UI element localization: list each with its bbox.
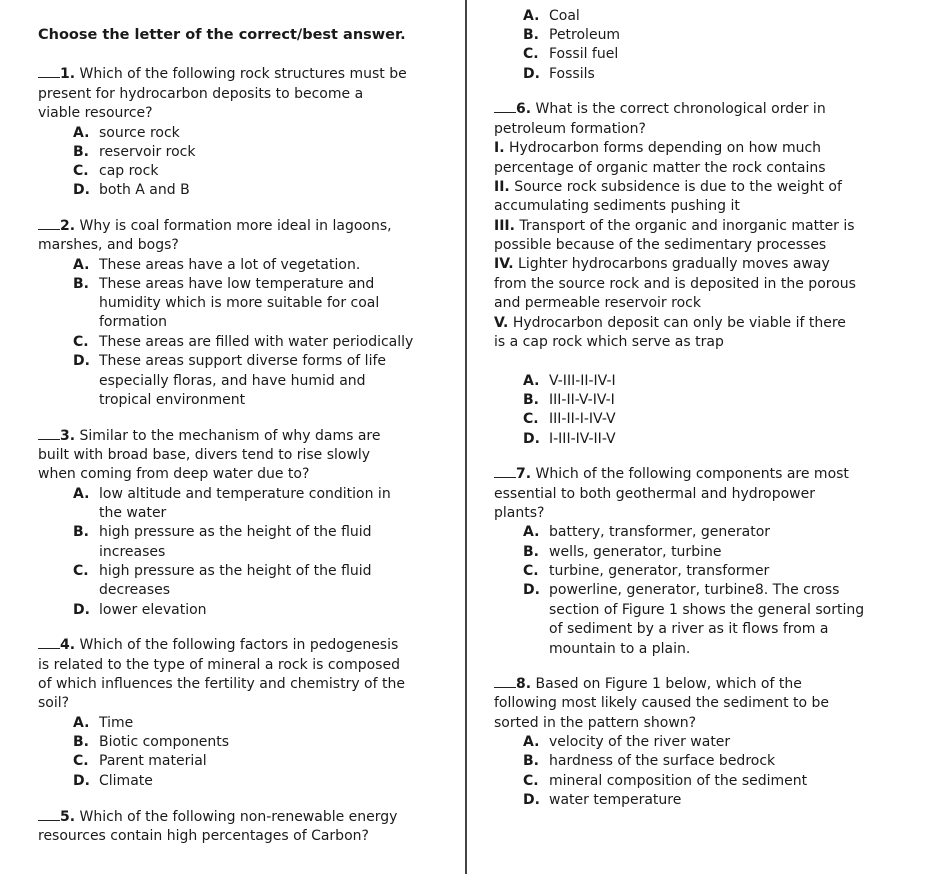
option-c[interactable]: C. high pressure as the height of the fluid — [73, 563, 372, 579]
statement-ii-continued: accumulating sediments pushing it — [494, 198, 740, 214]
question-4-stem-line: of which influences the fertility and chemistry of the — [38, 676, 405, 692]
question-2-stem-line: marshes, and bogs? — [38, 237, 179, 253]
option-b[interactable]: B. high pressure as the height of the fluid — [73, 524, 372, 540]
question-5-stem-line: resources contain high percentages of Carbon? — [38, 828, 369, 844]
option-a[interactable]: A. velocity of the river water — [523, 734, 731, 750]
question-8-stem-line: 8. Based on Figure 1 below, which of the — [494, 675, 802, 694]
option-a[interactable]: A. source rock — [73, 125, 180, 141]
instruction-heading: Choose the letter of the correct/best answer. — [38, 27, 406, 43]
statement-iii-continued: possible because of the sedimentary processes — [494, 237, 827, 253]
option-a[interactable]: A. These areas have a lot of vegetation. — [73, 257, 361, 273]
question-4-stem-line: soil? — [38, 695, 70, 711]
option-c-continued: decreases — [99, 582, 171, 598]
option-b[interactable]: B. Petroleum — [523, 27, 621, 43]
question-4-stem-line: 4. Which of the following factors in pedogenesis — [38, 636, 398, 655]
statement-v: V. Hydrocarbon deposit can only be viable if there — [494, 315, 846, 331]
answer-blank[interactable] — [38, 427, 60, 440]
answer-blank[interactable] — [494, 100, 516, 113]
option-c[interactable]: C. Parent material — [73, 753, 207, 769]
option-a-continued: the water — [99, 505, 167, 521]
option-d-continued: especially floras, and have humid and — [99, 373, 366, 389]
question-3-stem-line: 3. Similar to the mechanism of why dams are — [38, 427, 380, 446]
answer-blank[interactable] — [38, 808, 60, 821]
option-d-continued: of sediment by a river as it flows from a — [549, 621, 829, 637]
answer-blank[interactable] — [38, 65, 60, 78]
question-7-stem-line: essential to both geothermal and hydropower — [494, 486, 815, 502]
question-2-stem-line: 2. Why is coal formation more ideal in lagoons, — [38, 217, 392, 236]
option-c[interactable]: C. These areas are filled with water periodically — [73, 334, 414, 350]
statement-iii: III. Transport of the organic and inorganic matter is — [494, 218, 855, 234]
option-d[interactable]: D. These areas support diverse forms of life — [73, 353, 386, 369]
question-4-stem-line: is related to the type of mineral a rock is composed — [38, 657, 400, 673]
question-3-stem-line: built with broad base, divers tend to rise slowly — [38, 447, 371, 463]
statement-i-continued: percentage of organic matter the rock contains — [494, 160, 826, 176]
option-a[interactable]: A. low altitude and temperature condition in — [73, 486, 391, 502]
question-8-stem-line: sorted in the pattern shown? — [494, 715, 697, 731]
option-d[interactable]: D. water temperature — [523, 792, 682, 808]
option-d[interactable]: D. Climate — [73, 773, 153, 789]
option-a[interactable]: A. V-III-II-IV-I — [523, 373, 616, 389]
option-a[interactable]: A. Time — [73, 715, 134, 731]
option-b[interactable]: B. These areas have low temperature and — [73, 276, 375, 292]
question-1-stem-line: viable resource? — [38, 105, 153, 121]
statement-ii: II. Source rock subsidence is due to the weight of — [494, 179, 842, 195]
option-b[interactable]: B. reservoir rock — [73, 144, 196, 160]
question-6-stem-line: 6. What is the correct chronological order in — [494, 100, 826, 119]
option-c[interactable]: C. turbine, generator, transformer — [523, 563, 770, 579]
answer-blank[interactable] — [494, 465, 516, 478]
question-5-stem-line: 5. Which of the following non-renewable energy — [38, 808, 397, 827]
answer-blank[interactable] — [38, 217, 60, 230]
option-d[interactable]: D. lower elevation — [73, 602, 207, 618]
question-1-stem-line: 1. Which of the following rock structures must be — [38, 65, 436, 84]
statement-iv: IV. Lighter hydrocarbons gradually moves away — [494, 256, 830, 272]
option-d[interactable]: D. I-III-IV-II-V — [523, 431, 616, 447]
option-c[interactable]: C. mineral composition of the sediment — [523, 773, 808, 789]
option-b-continued: humidity which is more suitable for coal — [99, 295, 380, 311]
option-b[interactable]: B. III-II-V-IV-I — [523, 392, 615, 408]
column-divider — [465, 0, 467, 874]
statement-i: I. Hydrocarbon forms depending on how much — [494, 140, 822, 156]
question-1-stem-line: present for hydrocarbon deposits to become a — [38, 86, 364, 102]
statement-iv-continued: from the source rock and is deposited in the porous — [494, 276, 856, 292]
question-6-stem-line: petroleum formation? — [494, 121, 646, 137]
option-d[interactable]: D. Fossils — [523, 66, 595, 82]
option-a[interactable]: A. Coal — [523, 8, 580, 24]
option-d-continued: mountain to a plain. — [549, 641, 691, 657]
statement-v-continued: is a cap rock which serve as trap — [494, 334, 724, 350]
option-c[interactable]: C. III-II-I-IV-V — [523, 411, 616, 427]
answer-blank[interactable] — [494, 675, 516, 688]
option-d[interactable]: D. both A and B — [73, 182, 190, 198]
option-b-continued: increases — [99, 544, 166, 560]
option-a[interactable]: A. battery, transformer, generator — [523, 524, 771, 540]
statement-iv-continued: and permeable reservoir rock — [494, 295, 701, 311]
answer-blank[interactable] — [38, 636, 60, 649]
question-3-stem-line: when coming from deep water due to? — [38, 466, 310, 482]
option-d[interactable]: D. powerline, generator, turbine8. The cross — [523, 582, 840, 598]
option-c[interactable]: C. Fossil fuel — [523, 46, 619, 62]
option-b[interactable]: B. hardness of the surface bedrock — [523, 753, 776, 769]
option-b[interactable]: B. wells, generator, turbine — [523, 544, 722, 560]
option-d-continued: section of Figure 1 shows the general sorting — [549, 602, 865, 618]
option-d-continued: tropical environment — [99, 392, 246, 408]
question-8-stem-line: following most likely caused the sediment to be — [494, 695, 830, 711]
question-7-stem-line: plants? — [494, 505, 545, 521]
option-c[interactable]: C. cap rock — [73, 163, 159, 179]
option-b-continued: formation — [99, 314, 168, 330]
option-b[interactable]: B. Biotic components — [73, 734, 230, 750]
question-7-stem-line: 7. Which of the following components are most — [494, 465, 849, 484]
